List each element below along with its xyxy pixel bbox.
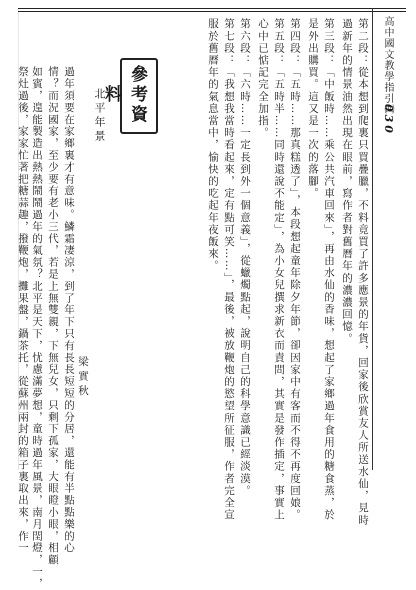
article-title: 北平年景: [93, 88, 106, 144]
commentary-line: 心中已惦記完全加指。: [257, 18, 269, 139]
commentary-line: 第六段：「六時……一定長到外一個意義」，從蠟燭點起，說明自己的科學意識已經淡漠。: [239, 18, 251, 497]
section-title: 參考資料: [101, 65, 147, 125]
commentary-line: 過新年的情景油然出現在眼前，寫作者對舊曆年的濃濃回憶。: [341, 18, 353, 345]
commentary-line: 第五段：「五時半……同時還說不能定」，為小女兒撰求新衣而責問，其實是發作插定，事實上: [273, 18, 285, 521]
running-title: 高中國文教學指引㈣: [382, 16, 393, 115]
header-rule-bottom: [18, 11, 406, 12]
author-name: 梁實秋: [77, 356, 89, 400]
commentary-line: 第三段：「中飯時……乘公共汽車回來」，再由水仙的香味，想起了家鄉過年食用的糖食蒸，於: [323, 18, 335, 521]
margin-rule: [372, 8, 373, 470]
body-line: 祭灶過後，家家忙著把糖蒜趣，撥鞭炮，攤果盤，鍋茶托，從蘇州兩封的箱子裏取出來，作一: [17, 66, 29, 554]
commentary-line: 第七段：「我想我當時看起來，定有點可笑……」，最後，被放鞭炮的慾望所征服，作者完全宣: [223, 18, 235, 521]
commentary-line: 第四段：「五時……那真糕透了」，本段想起童年除夕年節，卻因家中有客而不得不再度回娘。: [289, 18, 301, 521]
page-number: 030: [382, 104, 395, 136]
body-line: 情？而況國家，至少要有老小三代，若是上無雙親，下無兒女，只剩下孤家，大眼瞪小眼，相顧: [47, 66, 59, 566]
commentary-line: 第二段：從本想到爬裏只買疊臘，不料竟買了許多應景的年貨，回家後欣賞友人所送水仙，見時: [357, 18, 369, 527]
commentary-line: 是外出購買。這又是一次的落腳。: [307, 18, 319, 200]
commentary-line: 服於舊曆年的氣息當中，愉快的吃起年夜飯來。: [207, 18, 219, 273]
body-line: 如賓，遑能製造出熱熱鬧鬧過年的氣氛？北平是天下，忧慮滿夢想，童時過年風景，南月閏燈，一，: [31, 66, 43, 590]
body-line: 過年須要在家鄉裏才有意味。鱗霜凄涼，到了年下只有長長短短的分居，還能有半點點樂的心: [63, 66, 75, 554]
header-rule-top: [18, 8, 406, 9]
